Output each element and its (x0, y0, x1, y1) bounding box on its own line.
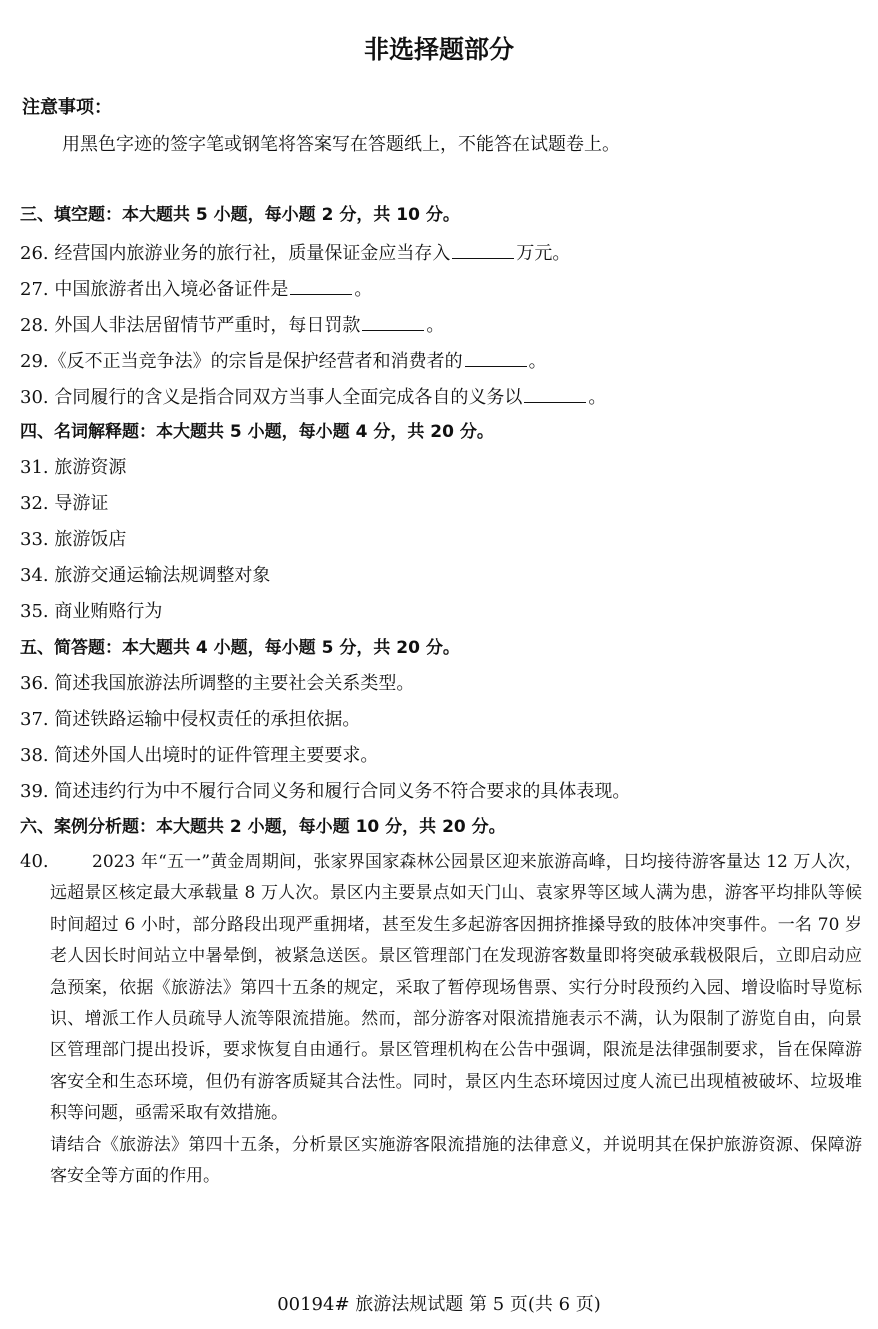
page-title: 非选择题部分 (363, 35, 514, 64)
answer-blank (465, 348, 527, 367)
question-34: 34. 旅游交通运输法规调整对象 (20, 565, 271, 586)
question-38: 38. 简述外国人出境时的证件管理主要要求。 (20, 745, 379, 766)
question-28-tail: 。 (426, 315, 445, 336)
question-36: 36. 简述我国旅游法所调整的主要社会关系类型。 (20, 673, 415, 694)
page-footer: 00194# 旅游法规试题 第 5 页(共 6 页) (277, 1294, 601, 1315)
case-scenario-text: 2023 年“五一”黄金周期间，张家界国家森林公园景区迎来旅游高峰，日均接待游客量达 12 万人次，远超景区核定最大承载量 8 万人次。景区内主要景点如天门山、袁家界等区域人满为患，游客平均排队等候时间超过 6 小时，部分路段出现严重拥堵，甚至发生多起游客因拥挤推搡导致的肢体冲突事件。一名 70 岁老人因长时间站立中暑晕倒，被紧急送医。景区管理部门在发现游客数量即将突破承载极限后，立即启动应急预案，依据《旅游法》第四十五条的规定，采取了暂停现场售票、实行分时段预约入园、增设临时导览标识、增派工作人员疏导人流等限流措施。然而，部分游客对限流措施表示不满，认为限制了游览自由，向景区管理部门提出投诉，要求恢复自由通行。景区管理机构在公告中强调，限流是法律强制要求，旨在保障游客安全和生态环境，但仍有游客质疑其合法性。同时，景区内生态环境因过度人流已出现植被破坏、垃圾堆积等问题，亟需采取有效措施。 (50, 852, 862, 1124)
question-29 (20, 348, 547, 374)
answer-blank (452, 240, 514, 259)
question-40-number: 40. (20, 851, 49, 872)
question-26 (20, 240, 570, 266)
notice-text: 用黑色字迹的签字笔或钢笔将答案写在答题纸上，不能答在试题卷上。 (62, 134, 620, 155)
section-fill-heading: 三、填空题：本大题共 5 小题，每小题 2 分，共 10 分。 (20, 205, 460, 225)
section-short-heading: 五、简答题：本大题共 4 小题，每小题 5 分，共 20 分。 (20, 638, 460, 658)
notice-heading: 注意事项： (22, 97, 112, 118)
question-28-text: 28. 外国人非法居留情节严重时，每日罚款 (20, 315, 361, 336)
question-37: 37. 简述铁路运输中侵权责任的承担依据。 (20, 709, 361, 730)
question-30-text: 30. 合同履行的含义是指合同双方当事人全面完成各自的义务以 (20, 387, 523, 408)
answer-blank (290, 276, 352, 295)
question-28 (20, 312, 444, 338)
question-32: 32. 导游证 (20, 493, 109, 514)
question-31: 31. 旅游资源 (20, 457, 127, 478)
question-29-tail: 。 (528, 351, 547, 372)
question-27-tail: 。 (354, 279, 373, 300)
answer-blank (362, 312, 424, 331)
question-30 (20, 384, 606, 410)
question-33: 33. 旅游饭店 (20, 529, 127, 550)
case-question-text: 请结合《旅游法》第四十五条，分析景区实施游客限流措施的法律意义，并说明其在保护旅游资源、保障游客安全等方面的作用。 (50, 1134, 862, 1187)
question-40-body (50, 847, 862, 1192)
section-terms-heading: 四、名词解释题：本大题共 5 小题，每小题 4 分，共 20 分。 (20, 422, 494, 442)
question-27-text: 27. 中国旅游者出入境必备证件是 (20, 279, 289, 300)
question-30-tail: 。 (588, 387, 607, 408)
question-29-text: 29.《反不正当竞争法》的宗旨是保护经营者和消费者的 (20, 351, 463, 372)
answer-blank (524, 384, 586, 403)
question-26-tail: 万元。 (516, 243, 571, 264)
question-27 (20, 276, 372, 302)
question-39: 39. 简述违约行为中不履行合同义务和履行合同义务不符合要求的具体表现。 (20, 781, 631, 802)
section-case-heading: 六、案例分析题：本大题共 2 小题，每小题 10 分，共 20 分。 (20, 817, 506, 837)
question-26-text: 26. 经营国内旅游业务的旅行社，质量保证金应当存入 (20, 243, 451, 264)
question-35: 35. 商业贿赂行为 (20, 601, 163, 622)
